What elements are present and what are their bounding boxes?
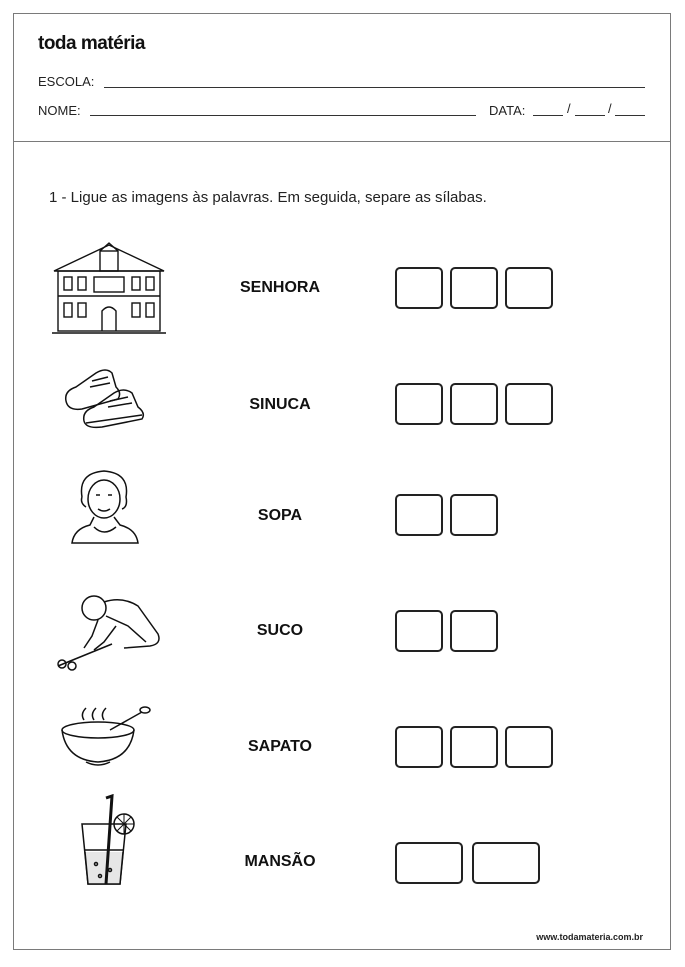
word-label[interactable]: SINUCA — [249, 396, 311, 413]
syllable-box[interactable] — [450, 267, 498, 309]
word-label[interactable]: SAPATO — [247, 738, 312, 755]
soup-bowl-icon[interactable] — [58, 704, 152, 770]
mansion-icon[interactable] — [50, 241, 168, 337]
syllable-box[interactable] — [395, 267, 443, 309]
word-label[interactable]: MANSÃO — [244, 853, 316, 870]
word-label[interactable]: SUCO — [256, 622, 304, 639]
old-woman-icon[interactable] — [68, 467, 142, 547]
syllable-box[interactable] — [395, 494, 443, 536]
date-label: DATA: — [489, 103, 526, 118]
syllable-box[interactable] — [395, 842, 463, 884]
syllable-box[interactable] — [450, 383, 498, 425]
syllable-box[interactable] — [505, 726, 553, 768]
date-separator: / — [567, 101, 571, 116]
syllable-box[interactable] — [505, 267, 553, 309]
name-label: NOME: — [38, 103, 81, 118]
snooker-player-icon[interactable] — [54, 586, 164, 674]
syllable-box[interactable] — [395, 383, 443, 425]
date-year-line[interactable] — [615, 115, 645, 116]
name-input-line[interactable] — [90, 115, 476, 116]
instruction-text: 1 - Ligue as imagens às palavras. Em seguida, separe as sílabas. — [49, 189, 487, 206]
footer-url[interactable]: www.todamateria.com.br — [536, 932, 643, 942]
date-day-line[interactable] — [533, 115, 563, 116]
school-label: ESCOLA: — [38, 74, 95, 89]
syllable-box[interactable] — [395, 610, 443, 652]
word-label[interactable]: SENHORA — [239, 279, 320, 296]
word-label[interactable]: SOPA — [257, 507, 303, 524]
syllable-box[interactable] — [450, 610, 498, 652]
syllable-box[interactable] — [395, 726, 443, 768]
syllable-box[interactable] — [450, 726, 498, 768]
syllable-box[interactable] — [450, 494, 498, 536]
syllable-box[interactable] — [505, 383, 553, 425]
brand-logo: toda matéria — [38, 33, 145, 54]
date-month-line[interactable] — [575, 115, 605, 116]
syllable-box[interactable] — [472, 842, 540, 884]
header-divider — [13, 141, 671, 142]
school-input-line[interactable] — [104, 87, 645, 88]
juice-glass-icon[interactable] — [76, 794, 140, 888]
shoes-icon[interactable] — [62, 363, 154, 431]
date-separator: / — [608, 101, 612, 116]
